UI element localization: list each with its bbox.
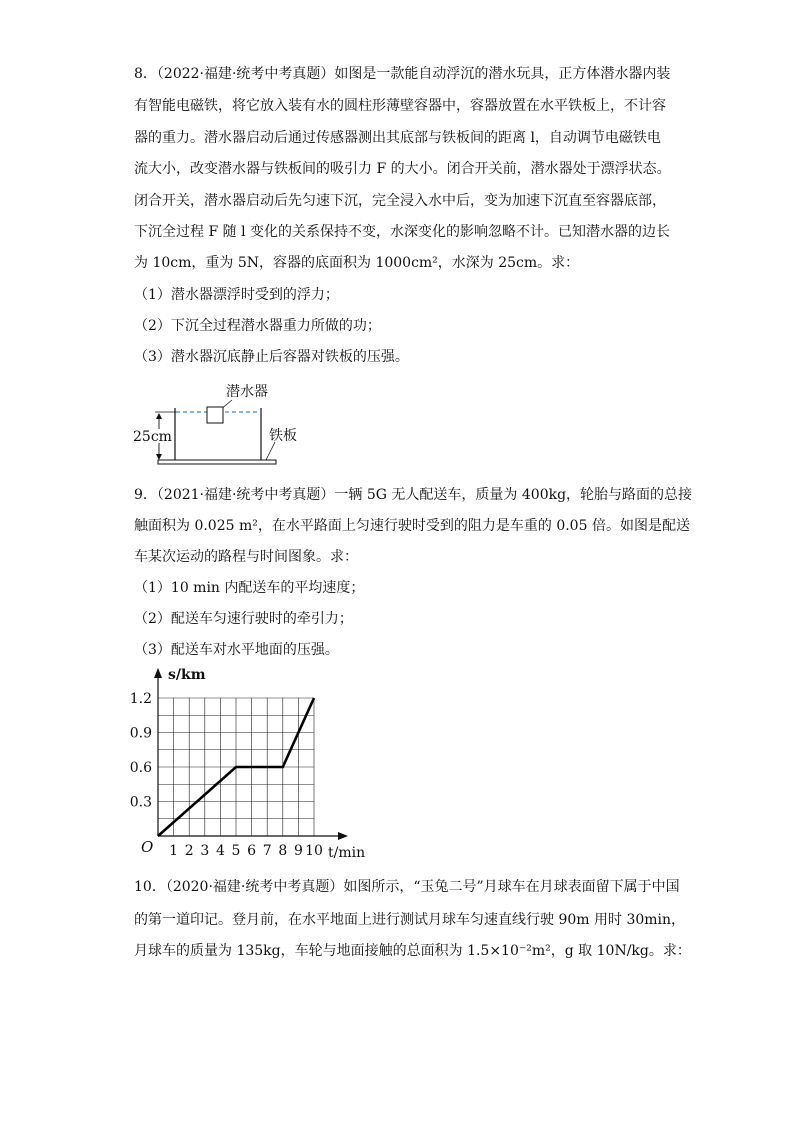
q8-line-6: 下沉全过程 F 随 l 变化的关系保持不变，水深变化的影响忽略不计。已知潜水器的边长 [134,224,670,240]
x-tick-label: 1 [169,843,179,859]
x-axis-label: t/min [328,845,366,861]
q8-line-5: 闭合开关，潜水器启动后先匀速下沉，完全浸入水中后，变为加速下沉直至容器底部， [134,193,666,209]
q9-line-3: 车某次运动的路程与时间图象。求： [134,549,358,565]
y-tick-label: 0.6 [129,760,152,776]
submersible-cube [207,407,223,423]
y-tick-label: 0.9 [129,725,152,742]
q10-line-1: 10．（2020·福建·统考中考真题）如图所示，“玉兔二号”月球车在月球表面留下属于中国 [134,879,680,895]
x-tick-label: 4 [215,843,225,859]
q8-line-1: 8．（2022·福建·统考中考真题）如图是一款能自动浮沉的潜水玩具，正方体潜水器内装 [134,66,671,82]
label-iron-plate: 铁板 [269,428,297,444]
x-tick-label: 2 [184,843,194,859]
q8-sub-3: （3）潜水器沉底静止后容器对铁板的压强。 [134,349,409,365]
depth-arrow-up [156,413,162,419]
st-chart [125,660,390,865]
q8-line-2: 有智能电磁铁，将它放入装有水的圆柱形薄壁容器中，容器放置在水平铁板上，不计容 [134,98,666,114]
q10-line-3: 月球车的质量为 135kg，车轮与地面接触的总面积为 1.5×10⁻²m²，g 取 10N/kg。求： [134,943,691,959]
q8-line-4: 流大小，改变潜水器与铁板间的吸引力 F 的大小。闭合开关前，潜水器处于漂浮状态。 [134,161,671,177]
iron-plate [158,460,276,464]
x-tick-label: 7 [262,843,272,859]
q9-sub-2: （2）配送车匀速行驶时的牵引力； [134,611,353,627]
q8-line-3: 器的重力。潜水器启动后通过传感器测出其底部与铁板间的距离 l，自动调节电磁铁电 [134,130,661,146]
x-tick-label: 6 [247,843,257,859]
q8-figure [128,380,308,472]
q9-line-2: 触面积为 0.025 m²，在水平路面上匀速行驶时受到的阻力是车重的 0.05 倍。如图是配送 [134,518,690,534]
q10-line-2: 的第一道印记。登月前，在水平地面上进行测试月球车匀速直线行驶 90m 用时 30min， [134,912,686,928]
label-iron-plate-leader [266,442,275,460]
y-tick-label: 1.2 [129,691,152,707]
x-tick-label: 9 [293,843,303,859]
x-tick-label: 10 [305,843,323,859]
q8-sub-2: （2）下沉全过程潜水器重力所做的功； [134,318,381,334]
q8-line-7: 为 10cm，重为 5N，容器的底面积为 1000cm²，水深为 25cm。求： [134,255,580,271]
y-axis-label: s/km [168,667,206,683]
label-submersible: 潜水器 [226,384,268,400]
x-tick-label: 8 [278,843,288,859]
label-depth: 25cm [133,429,172,445]
x-tick-label: 5 [231,843,241,859]
y-tick-label: 0.3 [129,794,152,811]
q9-sub-3: （3）配送车对水平地面的压强。 [134,642,339,658]
y-axis-arrow [154,668,162,678]
q9-sub-1: （1）10 min 内配送车的平均速度； [134,580,365,596]
origin-label: O [141,838,154,856]
depth-arrow-down [156,454,162,460]
x-tick-label: 3 [200,843,210,859]
q8-sub-1: （1）潜水器漂浮时受到的浮力； [134,287,339,303]
x-axis-arrow [338,832,348,840]
q9-line-1: 9．（2021·福建·统考中考真题）一辆 5G 无人配送车，质量为 400kg，轮胎与路面的总接 [134,487,693,503]
